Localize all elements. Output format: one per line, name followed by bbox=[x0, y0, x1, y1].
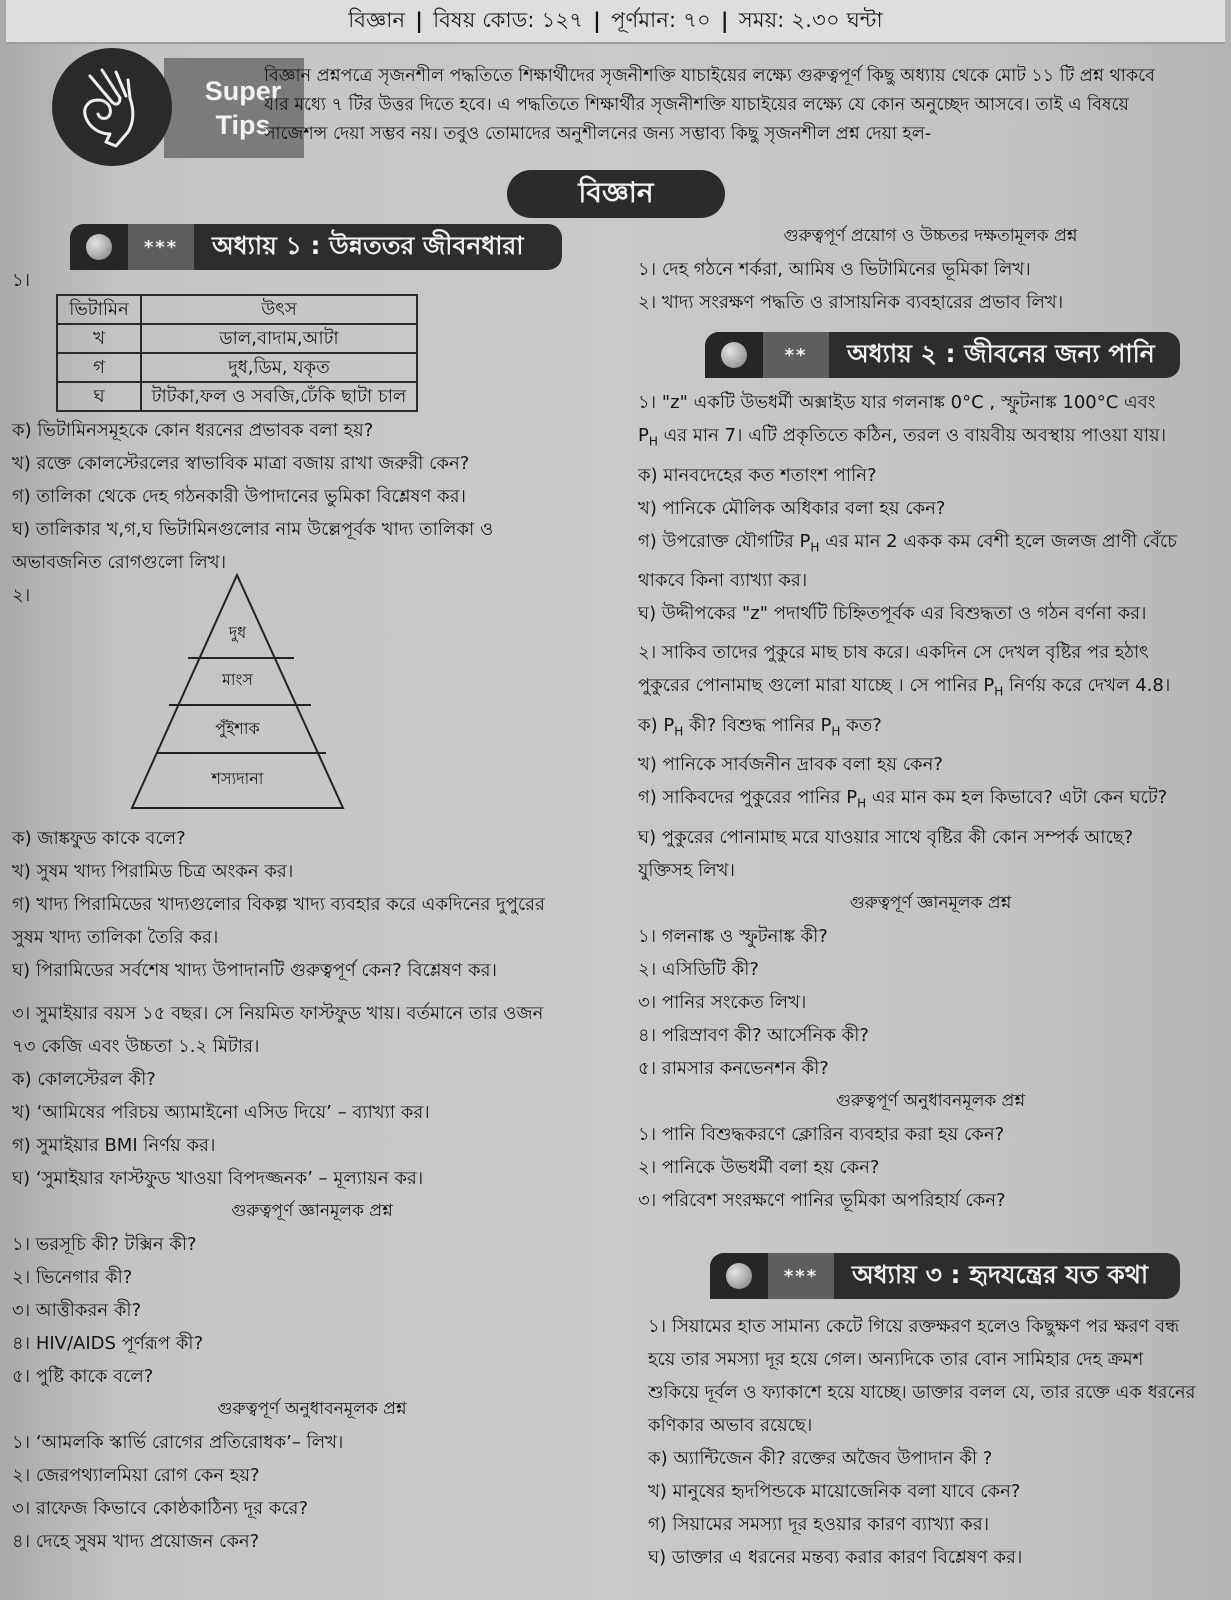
question-part: ক) ভিটামিনসমূহকে কোন ধরনের প্রভাবক বলা হয়? bbox=[12, 420, 374, 441]
table-cell: খ bbox=[57, 324, 141, 353]
section-heading-knowledge: গুরুত্বপূর্ণ জ্ঞানমূলক প্রশ্ন bbox=[231, 1201, 393, 1221]
divider: | bbox=[720, 9, 729, 33]
question-stem: শুকিয়ে দূর্বল ও ফ্যাকাশে হয়ে যাচ্ছে। ডাক্তার বলল যে, তার রক্তে এক ধরনের bbox=[648, 1382, 1196, 1403]
question-part: যুক্তিসহ লিখ। bbox=[638, 859, 735, 881]
list-item: ২। ভিনেগার কী? bbox=[12, 1267, 133, 1288]
list-item: ১। ‘আমলকি স্কার্ভি রোগের প্রতিরোধক’– লিখ। bbox=[12, 1432, 344, 1453]
question-part: খ) পানিকে সার্বজনীন দ্রাবক বলা হয় কেন? bbox=[638, 754, 943, 776]
chapter-1-title: অধ্যায় ১ : উন্নততর জীবনধারা bbox=[212, 230, 524, 260]
list-item: ৫। রামসার কনভেনশন কী? bbox=[638, 1057, 829, 1079]
pyramid-level-grain: শস্যদানা bbox=[211, 769, 264, 788]
question-part: ঘ) ডাক্তার এ ধরনের মন্তব্য করার কারণ বিশ্লেষণ কর। bbox=[648, 1547, 1023, 1568]
list-item: ৪। HIV/AIDS পূর্ণরূপ কী? bbox=[12, 1333, 204, 1354]
list-item: ১। পানি বিশুদ্ধকরণে ক্লোরিন ব্যবহার করা হয় কেন? bbox=[638, 1123, 1005, 1145]
ph-subscript: H bbox=[648, 434, 658, 449]
question-stem: ১। সিয়ামের হাত সামান্য কেটে গিয়ে রক্তক্ষরণ হলেও কিছুক্ষণ পর ক্ষরণ বন্ধ bbox=[648, 1316, 1180, 1337]
list-item: ২। পানিকে উভধর্মী বলা হয় কেন? bbox=[638, 1156, 880, 1178]
question-part: খ) পানিকে মৌলিক অধিকার বলা হয় কেন? bbox=[638, 497, 946, 519]
ok-hand-icon bbox=[52, 48, 172, 166]
list-item: ১। দেহ গঠনে শর্করা, আমিষ ও ভিটামিনের ভূমিকা লিখ। bbox=[638, 259, 1031, 280]
exam-info-header bbox=[6, 0, 1225, 44]
part-text: গ) উপরোক্ত যৌগটির P bbox=[638, 530, 811, 552]
list-item: ২। জেরপথ্যালমিয়া রোগ কেন হয়? bbox=[12, 1465, 260, 1486]
importance-stars: *** bbox=[128, 224, 194, 270]
pyramid-level-milk: দুধ bbox=[228, 623, 247, 642]
ph-subscript: H bbox=[857, 796, 867, 811]
question-part: গ) তালিকা থেকে দেহ গঠনকারী উপাদানের ভুমিকা বিশ্লেষণ কর। bbox=[12, 486, 466, 507]
full-marks: পূর্ণমান: ৭০ bbox=[611, 7, 711, 32]
question-part: ঘ) পুকুরের পোনামাছ মরে যাওয়ার সাথে বৃষ্টির কী কোন সম্পর্ক আছে? bbox=[638, 826, 1134, 848]
list-item: ৩। পরিবেশ সংরক্ষণে পানির ভূমিকা অপরিহার্য কেন? bbox=[638, 1189, 1006, 1211]
table-row bbox=[57, 382, 417, 411]
chapter-1-header bbox=[70, 224, 562, 270]
part-text: কত? bbox=[840, 714, 882, 736]
question-part bbox=[638, 525, 1223, 565]
stem-text: এর মান 7। এটি প্রকৃতিতে কঠিন, তরল ও বায়বীয় অবস্থায় পাওয়া যায়। bbox=[657, 425, 1167, 446]
tips-line: সাজেশন্স দেয়া সম্ভব নয়। তবুও তোমাদের অনুশীলনের জন্য সম্ভাব্য কিছু সৃজনশীল প্রশ্ন দেয়া হল- bbox=[264, 124, 932, 144]
list-item: ৩। রাফেজ কিভাবে কোষ্ঠকাঠিন্য দূর করে? bbox=[12, 1498, 309, 1519]
question-part: খ) রক্তে কোলস্টেরলের স্বাভাবিক মাত্রা বজায় রাখা জরুরী কেন? bbox=[12, 453, 470, 474]
stem-text: পুকুরের পোনামাছ গুলো মারা যাচ্ছে । সে পানির P bbox=[638, 675, 995, 697]
question-part: ক) অ্যান্টিজেন কী? রক্তের অজৈব উপাদান কী ? bbox=[648, 1448, 993, 1469]
part-text: এর মান 2 একক কম বেশী হলে জলজ প্রাণী বেঁচে bbox=[819, 530, 1177, 552]
list-item: ২। এসিডিটি কী? bbox=[638, 958, 759, 980]
question-part: ক) জাঙ্কফুড কাকে বলে? bbox=[12, 828, 186, 849]
chapter-2-header bbox=[705, 332, 1180, 378]
chapter-2-title: অধ্যায় ২ : জীবনের জন্য পানি bbox=[847, 338, 1155, 368]
table-row bbox=[57, 353, 417, 382]
bullet-knob-icon bbox=[710, 1253, 768, 1299]
divider: | bbox=[415, 9, 424, 33]
right-column-top bbox=[638, 220, 1223, 319]
question-part: খ) সুষম খাদ্য পিরামিড চিত্র অংকন কর। bbox=[12, 861, 294, 882]
question-stem bbox=[638, 419, 1223, 459]
question-part: গ) খাদ্য পিরামিডের খাদ্যগুলোর বিকল্প খাদ্য ব্যবহার করে একদিনের দুপুরের bbox=[12, 894, 545, 915]
chapter-3-header bbox=[710, 1253, 1180, 1299]
ph-subscript: H bbox=[674, 724, 684, 739]
list-item: ৩। আত্তীকরন কী? bbox=[12, 1300, 142, 1321]
list-item: ৪। দেহে সুষম খাদ্য প্রয়োজন কেন? bbox=[12, 1531, 260, 1552]
pyramid-level-vegetable: পুঁইশাক bbox=[215, 719, 260, 738]
pyramid-level-meat: মাংস bbox=[222, 670, 253, 689]
question-part: খ) ‘আমিষের পরিচয় অ্যামাইনো এসিড দিয়ে’ – ব্যাখ্যা কর। bbox=[12, 1102, 430, 1123]
question-part bbox=[638, 709, 1223, 749]
list-item: ১। ভরসূচি কী? টক্সিন কী? bbox=[12, 1234, 197, 1255]
question-part: গ) সিয়ামের সমস্যা দূর হওয়ার কারণ ব্যাখ্যা কর। bbox=[648, 1514, 990, 1535]
list-item: ৪। পরিস্রাবণ কী? আর্সেনিক কী? bbox=[638, 1024, 869, 1046]
part-text: গ) সাকিবদের পুকুরের পানির P bbox=[638, 787, 858, 809]
question-stem: ৩। সুমাইয়ার বয়স ১৫ বছর। সে নিয়মিত ফাস্টফুড খায়। বর্তমানে তার ওজন bbox=[12, 1003, 544, 1024]
super-tips-box bbox=[52, 48, 1222, 168]
question-part: থাকবে কিনা ব্যাখ্যা কর। bbox=[638, 570, 808, 592]
question-stem: হয়ে তার সমস্যা দূর হয়ে গেল। অন্যদিকে তার বোন সামিহার দেহ ক্রমশ bbox=[648, 1349, 1144, 1370]
ph-subscript: H bbox=[994, 684, 1004, 699]
section-heading-comprehension: গুরুত্বপূর্ণ অনুধাবনমূলক প্রশ্ন bbox=[835, 1090, 1026, 1111]
ph-symbol: P bbox=[638, 425, 649, 446]
left-column bbox=[12, 270, 612, 612]
question-number: ২। bbox=[12, 585, 31, 606]
divider: | bbox=[593, 9, 601, 33]
part-text: এর মান কম হল কিভাবে? এটা কেন ঘটে? bbox=[866, 787, 1168, 809]
bullet-knob-icon bbox=[705, 332, 763, 378]
question-part: ক) মানবদেহের কত শতাংশ পানি? bbox=[638, 464, 877, 486]
table-cell: দুধ,ডিম, যকৃত bbox=[141, 353, 417, 382]
question-stem: কণিকার অভাব রয়েছে। bbox=[648, 1415, 813, 1436]
bullet-knob-icon bbox=[70, 224, 128, 270]
tips-line: যার মধ্যে ৭ টির উত্তর দিতে হবে। এ পদ্ধতিতে শিক্ষার্থীর সৃজনীশক্তি যাচাইয়ের লক্ষ্যে যে কোন অনুচ্ছেদ আসবে। তাই এ বিষয়ে bbox=[264, 95, 1129, 115]
part-text: ক) P bbox=[638, 714, 675, 736]
question-part: অভাবজনিত রোগগুলো লিখ। bbox=[12, 552, 227, 573]
list-item: ৫। পুষ্টি কাকে বলে? bbox=[12, 1366, 154, 1387]
question-part: ঘ) ‘সুমাইয়ার ফাস্টফুড খাওয়া বিপদজ্জনক’ – মূল্যায়ন কর। bbox=[12, 1168, 424, 1189]
subject-title-pill: বিজ্ঞান bbox=[507, 170, 725, 218]
list-item: ৩। পানির সংকেত লিখ। bbox=[638, 991, 807, 1013]
right-column-chapter-3 bbox=[648, 1310, 1223, 1574]
table-cell: ঘ bbox=[57, 382, 141, 411]
question-part bbox=[638, 781, 1223, 821]
table-row bbox=[57, 324, 417, 353]
ph-subscript: H bbox=[831, 724, 841, 739]
exam-time: সময়: ২.৩০ ঘন্টা bbox=[738, 7, 883, 32]
tips-label: Tips bbox=[215, 110, 271, 140]
chapter-3-title: অধ্যায় ৩ : হৃদযন্ত্রের যত কথা bbox=[852, 1259, 1149, 1289]
importance-stars: *** bbox=[768, 1253, 834, 1299]
table-cell: টাটকা,ফল ও সবজি,ঢেঁকি ছাটা চাল bbox=[141, 382, 417, 411]
question-stem: ৭৩ কেজি এবং উচ্চতা ১.২ মিটার। bbox=[12, 1036, 260, 1057]
question-stem: ২। সাকিব তাদের পুকুরে মাছ চাষ করে। একদিন সে দেখল বৃষ্টির পর হঠাৎ bbox=[638, 642, 1149, 664]
subject-name: বিজ্ঞান bbox=[348, 7, 406, 32]
question-part: খ) মানুষের হৃদপিন্ডকে মায়োজেনিক বলা যাবে কেন? bbox=[648, 1481, 1021, 1502]
importance-stars: ** bbox=[763, 332, 829, 378]
section-heading-comprehension: গুরুত্বপূর্ণ অনুধাবনমূলক প্রশ্ন bbox=[217, 1399, 407, 1419]
table-cell: ডাল,বাদাম,আটা bbox=[141, 324, 417, 353]
question-part: ঘ) পিরামিডের সর্বশেষ খাদ্য উপাদানটি গুরুত্বপূর্ণ কেন? বিশ্লেষণ কর। bbox=[12, 960, 497, 981]
list-item: ২। খাদ্য সংরক্ষণ পদ্ধতি ও রাসায়নিক ব্যবহারের প্রভাব লিখ। bbox=[638, 292, 1064, 313]
vitamin-source-table bbox=[56, 294, 418, 412]
subject-code: বিষয় কোড: ১২৭ bbox=[433, 7, 584, 32]
table-header: ভিটামিন bbox=[57, 295, 141, 324]
question-part: সুষম খাদ্য তালিকা তৈরি কর। bbox=[12, 927, 219, 948]
ph-subscript: H bbox=[810, 540, 820, 555]
list-item: ১। গলনাঙ্ক ও স্ফুটনাঙ্ক কী? bbox=[638, 925, 828, 947]
super-tips-text bbox=[264, 62, 1214, 149]
stem-text: নির্ণয় করে দেখল 4.8। bbox=[1003, 675, 1171, 697]
question-part: ঘ) তালিকার খ,গ,ঘ ভিটামিনগুলোর নাম উল্লেপূর্বক খাদ্য তালিকা ও bbox=[12, 519, 494, 540]
table-cell: গ bbox=[57, 353, 141, 382]
right-column-chapter-2 bbox=[638, 386, 1223, 1217]
left-column-lower bbox=[12, 822, 612, 1558]
super-label: Super bbox=[204, 76, 282, 106]
question-stem: ১। "z" একটি উভধর্মী অক্সাইড যার গলনাঙ্ক 0°C , স্ফুটনাঙ্ক 100°C এবং bbox=[638, 392, 1156, 413]
section-heading-knowledge: গুরুত্বপূর্ণ জ্ঞানমূলক প্রশ্ন bbox=[849, 892, 1012, 913]
tips-line: বিজ্ঞান প্রশ্নপত্রে সৃজনশীল পদ্ধতিতে শিক্ষার্থীদের সৃজনীশক্তি যাচাইয়ের লক্ষ্যে গুরুত্বপূর্ণ কিছু অধ্যায় থেকে মোট ১১ টি প্রশ্ন থাকবে bbox=[264, 66, 1155, 86]
table-header: উৎস bbox=[141, 295, 417, 324]
question-part: ঘ) উদ্দীপকের "z" পদার্থটি চিহ্নিতপূর্বক এর বিশুদ্ধতা ও গঠন বর্ণনা কর। bbox=[638, 603, 1147, 625]
table-header-row bbox=[57, 295, 417, 324]
question-number: ১। bbox=[12, 270, 31, 291]
section-heading-application: গুরুত্বপূর্ণ প্রয়োগ ও উচ্চতর দক্ষতামূলক প্রশ্ন bbox=[783, 226, 1078, 246]
question-part: গ) সুমাইয়ার BMI নির্ণয় কর। bbox=[12, 1135, 216, 1156]
question-part: ক) কোলস্টেরল কী? bbox=[12, 1069, 156, 1090]
part-text: কী? বিশুদ্ধ পানির P bbox=[683, 714, 832, 736]
question-stem bbox=[638, 669, 1223, 709]
